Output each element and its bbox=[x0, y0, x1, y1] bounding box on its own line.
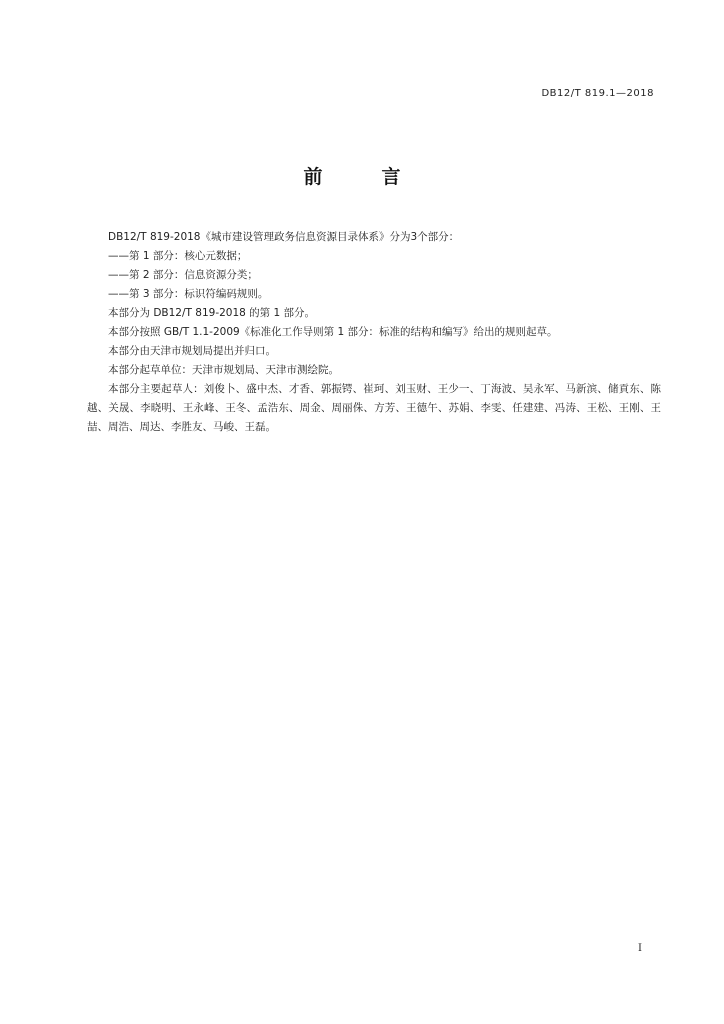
list-item-part-1: ——第 1 部分：核心元数据； bbox=[108, 250, 248, 262]
paragraph-intro: DB12/T 819-2018《城市建设管理政务信息资源目录体系》分为3个部分： bbox=[108, 231, 460, 243]
standard-code: DB12/T 819.1—2018 bbox=[541, 88, 654, 99]
foreword-body bbox=[87, 228, 661, 437]
paragraph-part-statement: 本部分为 DB12/T 819-2018 的第 1 部分。 bbox=[108, 307, 316, 319]
paragraph-drafting-rules: 本部分按照 GB/T 1.1-2009《标准化工作导则第 1 部分：标准的结构和编写》给出的规则起草。 bbox=[108, 326, 558, 338]
page-title: 前 言 bbox=[303, 166, 421, 188]
paragraph-proposer: 本部分由天津市规划局提出并归口。 bbox=[108, 345, 276, 357]
list-item-part-2: ——第 2 部分：信息资源分类； bbox=[108, 269, 258, 281]
paragraph-drafters: 本部分主要起草人：刘俊卜、盛中杰、才香、郭振锷、崔珂、刘玉财、王少一、丁海波、吴永军、马新滨、储貢东、陈越、关晟、李晓明、王永峰、王冬、孟浩东、周金、周丽侏、方芳、王德午、苏娟、李雯、任建建、冯涛、王松、王刚、王喆、周浩、周达、李胜友、马峻、王磊。 bbox=[87, 383, 661, 433]
paragraph-drafting-units: 本部分起草单位：天津市规划局、天津市测绘院。 bbox=[108, 364, 339, 376]
list-item-part-3: ——第 3 部分：标识符编码规则。 bbox=[108, 288, 269, 300]
page-number: I bbox=[638, 943, 642, 954]
